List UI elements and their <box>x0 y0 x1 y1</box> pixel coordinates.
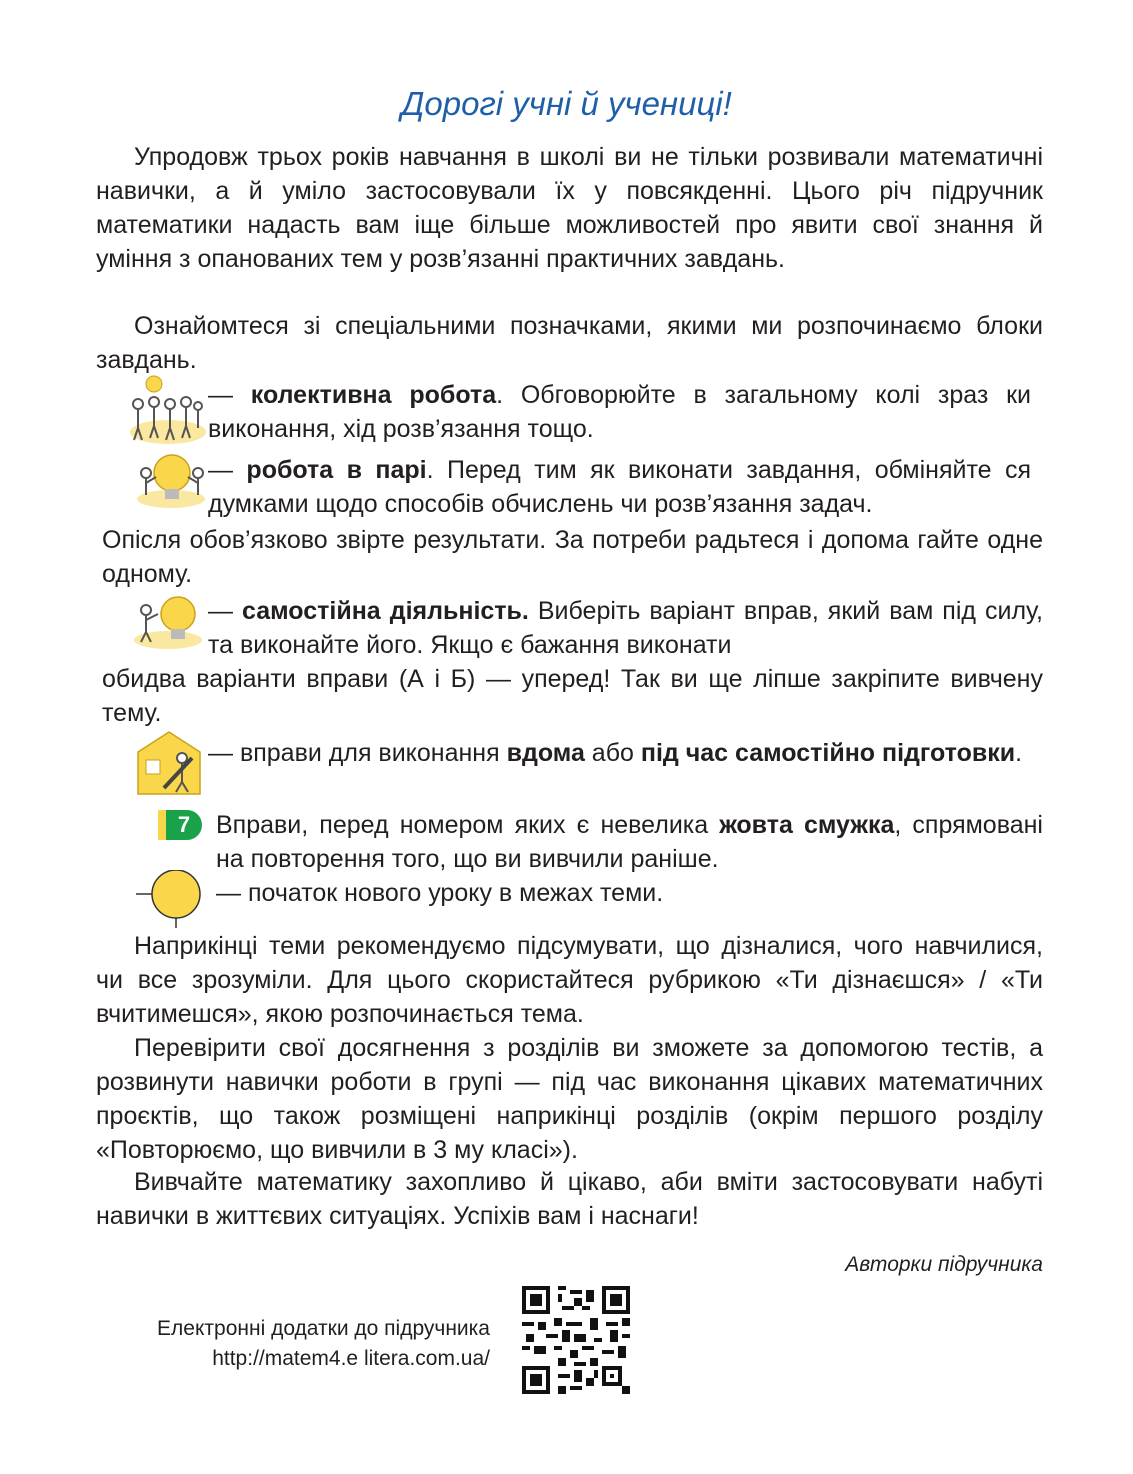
yellow-stripe-term: жовта смужка <box>719 811 895 839</box>
exercise-number-badge: 7 <box>166 810 202 840</box>
independent-work-term: самостійна діяльність. <box>242 597 529 625</box>
independent-work-continuation: обидва варіанти вправи (А і Б) — уперед! Так ви ще ліпше закріпите вивчену тему. <box>102 665 1043 727</box>
homework-term: вдома <box>506 739 585 767</box>
footer-label: Електронні додатки до підручника <box>157 1317 490 1340</box>
yellow-circle-icon <box>136 870 206 928</box>
lesson-start-text: — початок нового уроку в межах теми. <box>216 879 664 907</box>
pair-work-term: робота в парі <box>246 456 427 484</box>
collective-work-term: колективна робота <box>250 381 497 409</box>
closing-paragraph: Вивчайте математику захопливо й цікаво, аби вміти застосовувати набуті навички в життєвих ситуаціях. Успіхів вам і наснаги! <box>96 1168 1043 1230</box>
pair-work-continuation: Опісля обов’язково звірте результати. За потреби радьтеся і допома гайте одне одному. <box>102 526 1043 588</box>
people-lightbulb-icon <box>128 370 206 450</box>
footer <box>90 1314 490 1374</box>
self-prep-term: під час самостійно підготовки <box>640 739 1016 767</box>
page-title: Дорогі учні й учениці! <box>401 85 732 122</box>
qr-code-icon[interactable] <box>522 1286 630 1394</box>
house-pencil-icon <box>134 728 204 798</box>
yellow-stripe-icon <box>158 810 166 840</box>
intro-paragraph: Упродовж трьох років навчання в школі ви не тільки розвивали математичні навички, а й уміло застосовували їх у повсякденні. Цього річ підручник математики надасть вам іще більше можливостей про явити свої знання й уміння з опанованих тем у розв’язанні практичних завдань. <box>96 143 1043 273</box>
pair-lightbulb-icon <box>136 451 206 509</box>
tests-paragraph: Перевірити свої досягнення з розділів ви зможете за допомогою тестів, а розвинути навички роботи в групі — під час виконання цікавих математичних проєктів, що також розміщені наприкінці розділів (окрім першого розділу «Повторюємо, що вивчили в 3 му класі»). <box>96 1034 1043 1164</box>
summary-paragraph: Наприкінці теми рекомендуємо підсумувати, що дізналися, чого навчилися, чи все зрозуміли. Для цього скористайтеся рубрикою «Ти дізнаєшся» / «Ти вчитимешся», якою розпочинається тема. <box>96 932 1043 1028</box>
signature: Авторки підручника <box>845 1253 1043 1276</box>
footer-url-link[interactable]: http://matem4.e litera.com.ua/ <box>212 1347 490 1370</box>
marks-intro-paragraph: Ознайомтеся зі спеціальними позначками, якими ми розпочинаємо блоки завдань. <box>96 312 1043 374</box>
person-lightbulb-icon <box>132 592 204 650</box>
